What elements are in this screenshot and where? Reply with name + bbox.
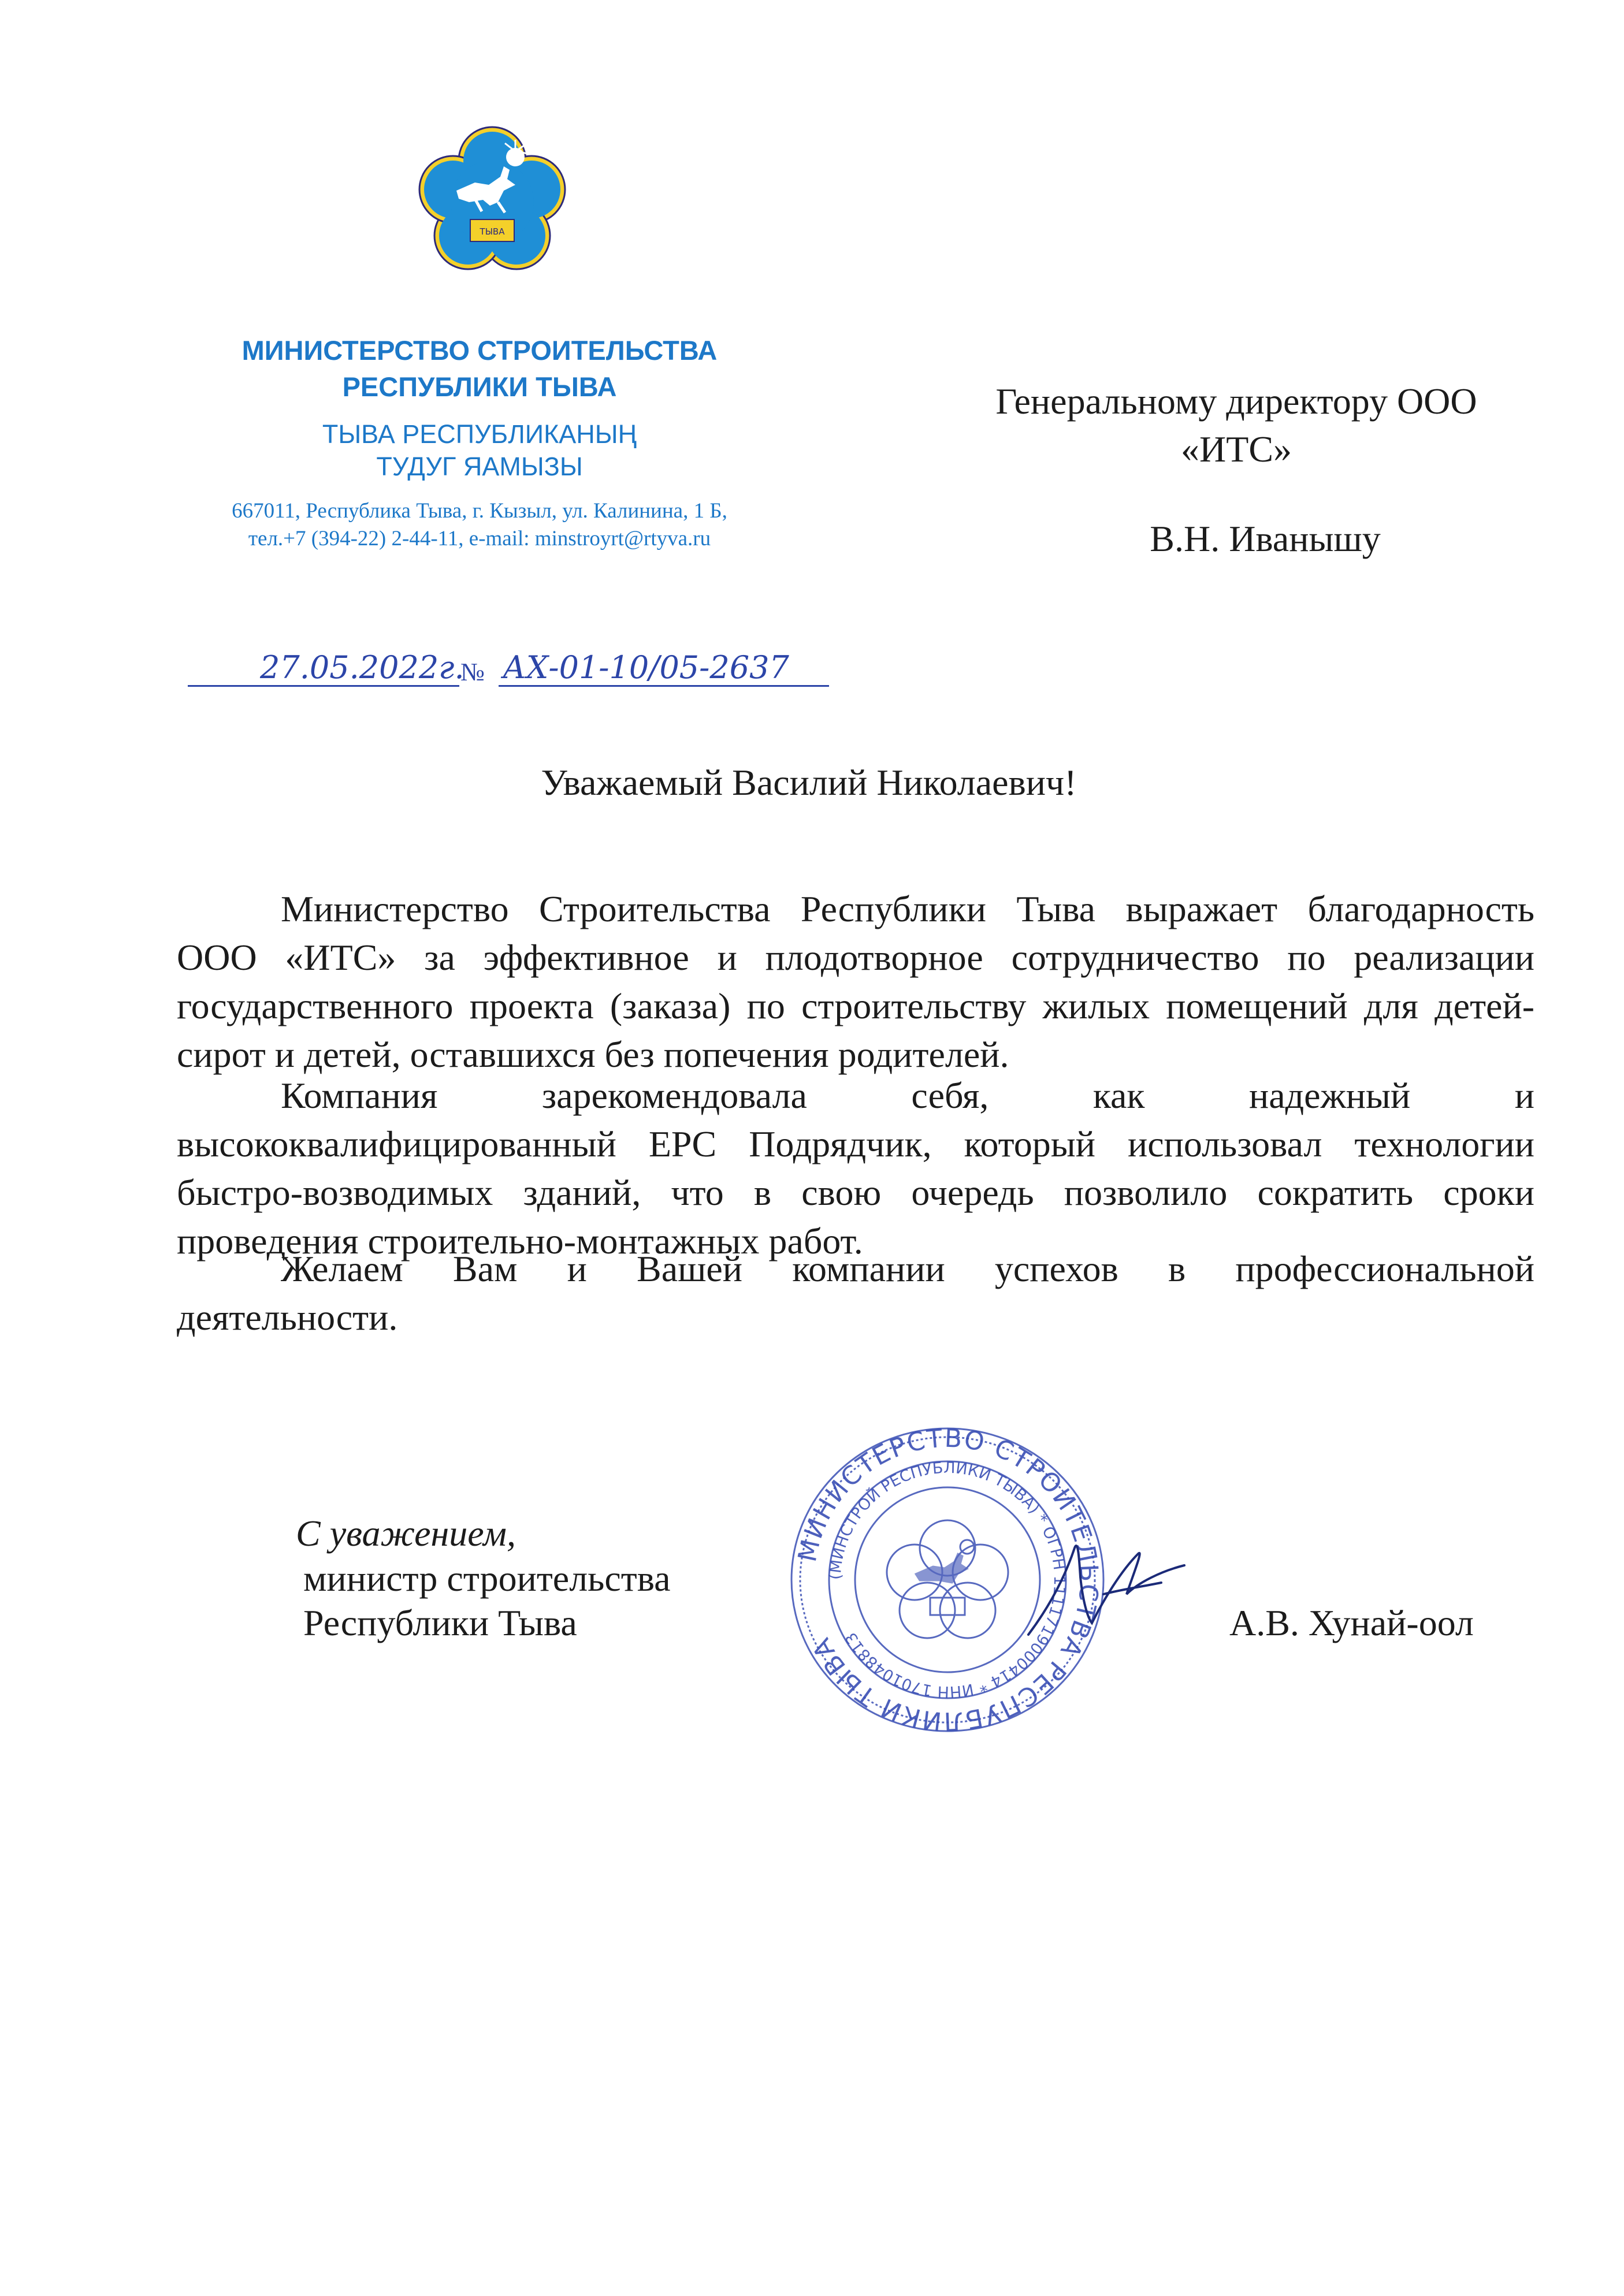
signer-title-line2: Республики Тыва — [303, 1602, 577, 1643]
org-name-ru-line2: РЕСПУБЛИКИ ТЫВА — [342, 371, 617, 402]
paragraph-line: Министерство Строительства Республики Тыва выражает благодарность — [281, 888, 1534, 929]
org-contacts: тел.+7 (394-22) 2-44-11, e-mail: minstroyrt@rtyva.ru — [248, 527, 711, 550]
paragraph-line: высококвалифицированный EPC Подрядчик, который использовал технологии — [177, 1123, 1534, 1164]
svg-text:(МИНСТРОЙ РЕСПУБЛИКИ ТЫВА) * О: (МИНСТРОЙ РЕСПУБЛИКИ ТЫВА) * ОГРН 1111719000414 * ИНН 1701048813 — [826, 1458, 1069, 1701]
handwritten-signature — [1023, 1525, 1190, 1652]
registration-date: 27.05.2022г. — [260, 649, 464, 686]
addressee-company: «ИТС» — [1181, 429, 1292, 470]
svg-text:ТЫВА: ТЫВА — [480, 226, 505, 237]
salutation: Уважаемый Василий Николаевич! — [541, 762, 1077, 803]
addressee-name: В.Н. Иванышу — [1150, 518, 1381, 559]
signer-name: А.В. Хунай-оол — [1229, 1602, 1474, 1643]
paragraph-line: Желаем Вам и Вашей компании успехов в профессиональной — [281, 1248, 1534, 1289]
body-paragraph-2 — [177, 1071, 1534, 1266]
registration-line — [188, 649, 829, 687]
addressee-title: Генеральному директору ООО — [995, 381, 1477, 422]
paragraph-line: ООО «ИТС» за эффективное и плодотворное сотрудничество по реализации — [177, 937, 1534, 978]
org-address: 667011, Республика Тыва, г. Кызыл, ул. Калинина, 1 Б, — [232, 499, 727, 523]
paragraph-line: сирот и детей, оставшихся без попечения родителей. — [177, 1034, 1009, 1075]
paragraph-line: Компания зарекомендовала себя, как надежный и — [281, 1075, 1534, 1116]
org-name-tyv-line2: ТУДУГ ЯАМЫЗЫ — [376, 452, 583, 481]
paragraph-line: быстро-возводимых зданий, что в свою очередь позволило сократить сроки — [177, 1172, 1534, 1213]
paragraph-line: деятельности. — [177, 1297, 398, 1338]
body-paragraph-3 — [177, 1245, 1534, 1342]
body-paragraph-1 — [177, 885, 1534, 1079]
org-name-tyv-line1: ТЫВА РЕСПУБЛИКАНЫҢ — [322, 419, 637, 449]
registration-number: АХ-01-10/05-2637 — [503, 649, 789, 686]
svg-text:МИНИСТЕРСТВО СТРОИТЕЛЬСТВА РЕС: МИНИСТЕРСТВО СТРОИТЕЛЬСТВА РЕСПУБЛИКИ ТЫВА — [792, 1423, 1104, 1736]
signer-title-line1: министр строительства — [303, 1558, 671, 1599]
org-name-ru-line1: МИНИСТЕРСТВО СТРОИТЕЛЬСТВА — [241, 335, 718, 366]
closing-phrase: С уважением, — [296, 1513, 516, 1554]
paragraph-line: проведения строительно-монтажных работ. — [177, 1220, 863, 1262]
coat-of-arms-emblem — [414, 124, 570, 303]
paragraph-line: государственного проекта (заказа) по строительству жилых помещений для детей- — [177, 985, 1534, 1026]
number-sign: № — [460, 658, 485, 686]
